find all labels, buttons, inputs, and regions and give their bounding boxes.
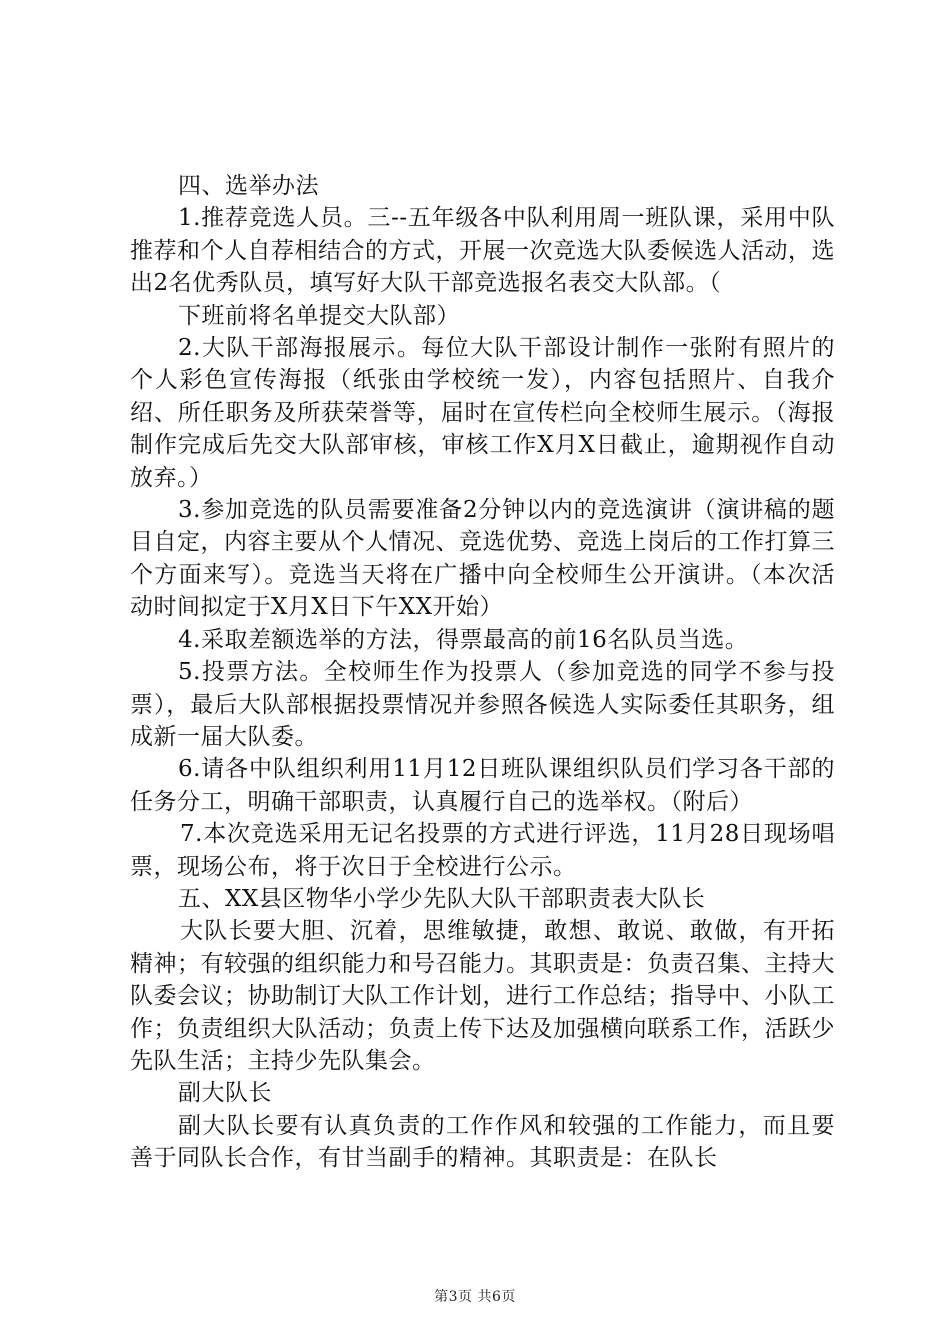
paragraph-item-1: 1.推荐竞选人员。三--五年级各中队利用周一班队课，采用中队推荐和个人自荐相结合的方式，开展一次竞选大队委候选人活动，选出2名优秀队员，填写好大队干部竞选报名表交大队部。（ bbox=[130, 205, 835, 297]
paragraph-item-7: 7.本次竞选采用无记名投票的方式进行评选，11月28日现场唱票，现场公布，将于次日于全校进行公示。 bbox=[130, 821, 835, 880]
paragraph-vice-captain-duties: 副大队长要有认真负责的工作作风和较强的工作能力，而且要善于同队长合作，有甘当副手的精神。其职责是：在队长 bbox=[130, 1112, 835, 1172]
paragraph-item-5: 5.投票方法。全校师生作为投票人（参加竞选的同学不参与投票），最后大队部根据投票情况并参照各候选人实际委任其职务，组成新一届大队委。 bbox=[130, 659, 835, 750]
section-heading-election-method: 四、选举办法 bbox=[178, 173, 319, 199]
paragraph-captain-duties: 大队长要大胆、沉着，思维敏捷，敢想、敢说、敢做，有开拓精神；有较强的组织能力和号召能力。其职责是：负责召集、主持大队委会议；协助制订大队工作计划，进行工作总结；指导中、小队工作；负责组织大队活动；负责上传下达及加强横向联系工作，活跃少先队生活；主持少先队集会。 bbox=[130, 918, 835, 1074]
paragraph-item-1-continued: 下班前将名单提交大队部） bbox=[178, 302, 460, 329]
paragraph-item-2: 2.大队干部海报展示。每位大队干部设计制作一张附有照片的个人彩色宣传海报（纸张由学校统一发），内容包括照片、自我介绍、所任职务及所获荣誉等，届时在宣传栏向全校师生展示。（海报制作完成后先交大队部审核，审核工作X月X日截止，逾期视作自动放弃。） bbox=[130, 335, 835, 491]
paragraph-item-4: 4.采取差额选举的方法，得票最高的前16名队员当选。 bbox=[178, 626, 749, 653]
paragraph-item-3: 3.参加竞选的队员需要准备2分钟以内的竞选演讲（演讲稿的题目自定，内容主要从个人情况、竞选优势、竞选上岗后的工作打算三个方面来写）。竞选当天将在广播中向全校师生公开演讲。（本次活动时间拟定于X月X日下午XX开始） bbox=[130, 497, 835, 621]
paragraph-item-6: 6.请各中队组织利用11月12日班队课组织队员们学习各干部的任务分工，明确干部职责，认真履行自己的选举权。（附后） bbox=[130, 756, 835, 815]
document-body bbox=[130, 170, 835, 1175]
section-heading-duty-table: 五、XX县区物华小学少先队大队干部职责表大队长 bbox=[178, 885, 706, 912]
heading-vice-captain: 副大队长 bbox=[178, 1080, 272, 1107]
page-number-footer: 第3页 共6页 bbox=[434, 1289, 516, 1305]
